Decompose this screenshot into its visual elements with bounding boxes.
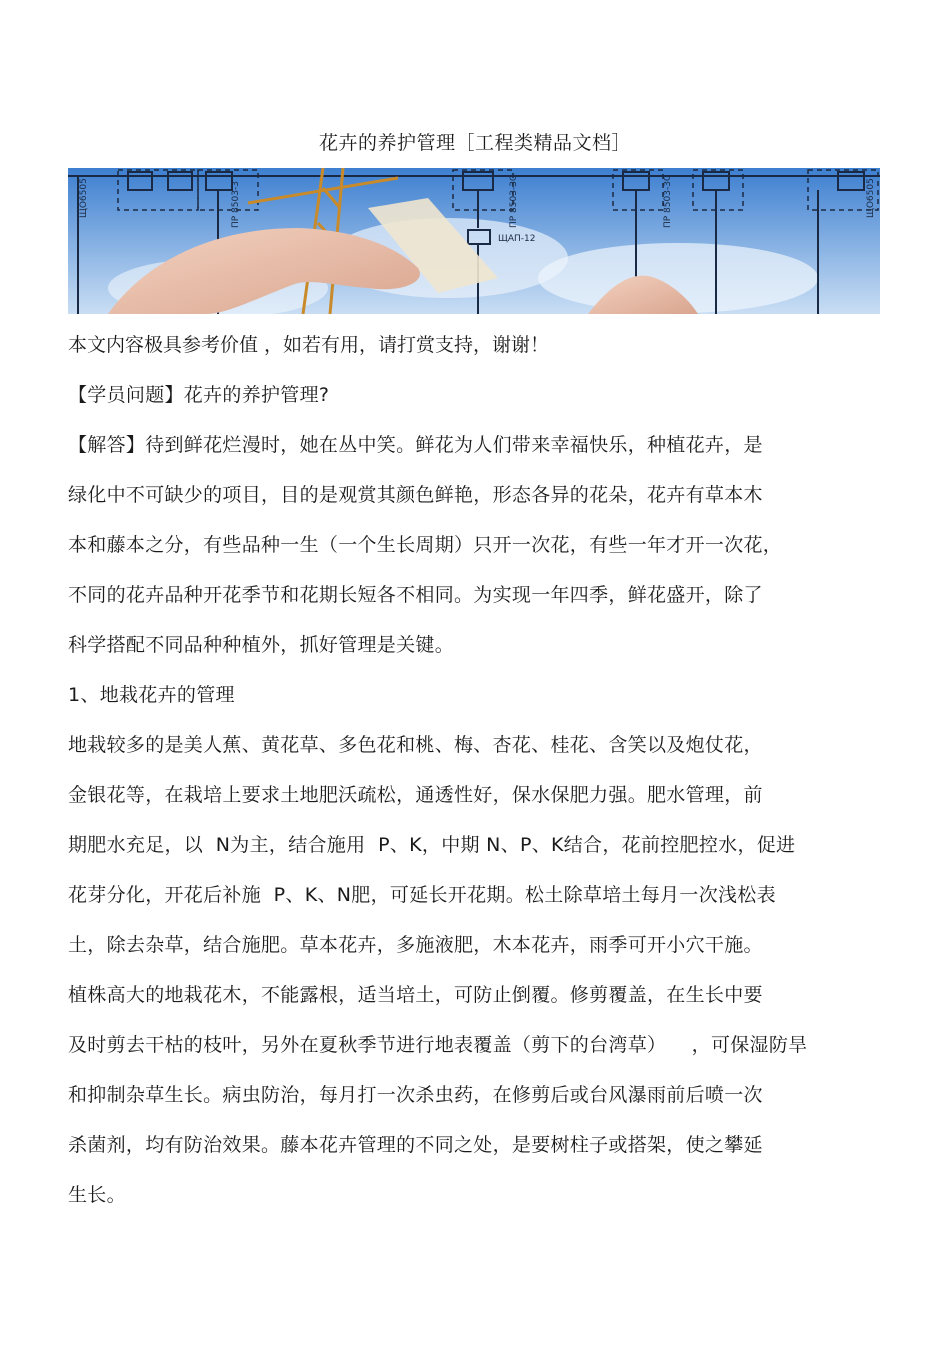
body-line: 期肥水充足，以 N为主，结合施用 P、K，中期 N、P、K结合，花前控肥控水，促进 <box>68 834 796 856</box>
body-line: 绿化中不可缺少的项目，目的是观赏其颜色鲜艳，形态各异的花朵，花卉有草本木 <box>68 484 763 506</box>
banner-illustration <box>68 168 880 314</box>
body-line: 植株高大的地栽花木，不能露根，适当培土，可防止倒覆。修剪覆盖，在生长中要 <box>68 984 763 1006</box>
body-line: 花芽分化，开花后补施 P、K、N肥，可延长开花期。松土除草培土每月一次浅松表 <box>68 884 776 906</box>
body-line: 金银花等，在栽培上要求土地肥沃疏松，通透性好，保水保肥力强。肥水管理，前 <box>68 784 763 806</box>
body-line: 及时剪去干枯的枝叶，另外在夏秋季节进行地表覆盖（剪下的台湾草） ，可保湿防旱 <box>68 1034 808 1056</box>
body-line: 杀菌剂，均有防治效果。藤本花卉管理的不同之处，是要树柱子或搭架，使之攀延 <box>68 1134 763 1156</box>
body-line: 生长。 <box>68 1184 126 1206</box>
body-line: 本和藤本之分，有些品种一生（一个生长周期）只开一次花，有些一年才开一次花， <box>68 534 783 556</box>
banner-label: ПР 8503-3С <box>509 174 519 228</box>
banner-label: ЩАП-12 <box>498 234 536 244</box>
banner-label: ЩО6505 <box>79 178 89 218</box>
question-heading: 【学员问题】花卉的养护管理? <box>68 384 330 406</box>
body-line: 土，除去杂草，结合施肥。草本花卉，多施液肥，木本花卉，雨季可开小穴干施。 <box>68 934 763 956</box>
body-line: 科学搭配不同品种种植外，抓好管理是关键。 <box>68 634 455 656</box>
body-line: 【解答】待到鲜花烂漫时，她在丛中笑。鲜花为人们带来幸福快乐，种植花卉，是 <box>68 434 763 456</box>
page-title: 花卉的养护管理［工程类精品文档］ <box>318 132 631 154</box>
banner-label: ЩО6505 <box>866 178 876 218</box>
banner-image <box>68 168 880 314</box>
banner-label: ПР 8503-3С <box>663 174 673 228</box>
body-line: 和抑制杂草生长。病虫防治，每月打一次杀虫药，在修剪后或台风瀑雨前后喷一次 <box>68 1084 763 1106</box>
notice-text: 本文内容极具参考价值 ，如若有用，请打赏支持，谢谢！ <box>68 334 550 356</box>
body-line: 地栽较多的是美人蕉、黄花草、多色花和桃、梅、杏花、桂花、含笑以及炮仗花， <box>68 734 763 756</box>
banner-label: ПР 8503-3 <box>231 181 241 228</box>
section-heading: 1、地栽花卉的管理 <box>68 684 235 706</box>
body-line: 不同的花卉品种开花季节和花期长短各不相同。为实现一年四季，鲜花盛开，除了 <box>68 584 763 606</box>
